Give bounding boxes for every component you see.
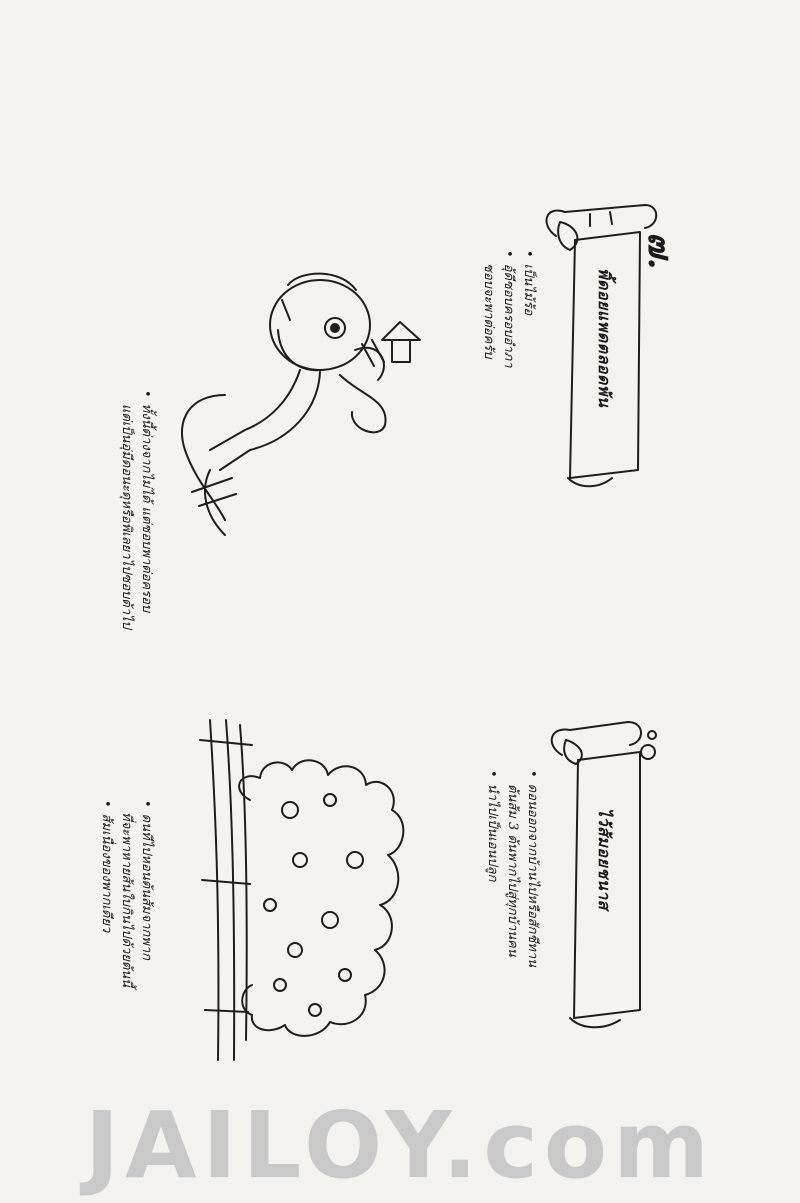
- bullet-dot: •: [99, 800, 114, 808]
- bullet-dot: •: [525, 770, 540, 778]
- bullet-dot: •: [521, 250, 536, 258]
- bullet-text: นำไปเป็นเอนปลูก: [485, 783, 500, 882]
- bullet-text: เป็นไม้ร้อ: [521, 263, 536, 316]
- section2-bullet-1: [522, 770, 542, 967]
- bush-note-line-3: [96, 800, 116, 932]
- section1-bullet-2: [498, 250, 518, 368]
- note-text: แต่เป็นอุ่มีดอนะดุหรือพิเลยาไปซอบต้าไป: [119, 404, 134, 629]
- bullet-text: ดอนออกจากบ้านไปหรือสักชีทาน: [525, 783, 540, 968]
- section-title-1: พิ้ดอยแพดตลอดพ้น: [595, 268, 614, 408]
- bullet-text: ชอบจะพาต่อครับ: [481, 263, 496, 359]
- section2-bullet-2: [502, 784, 522, 957]
- note-text: ดนทีไปหอนต้นส้มจากพาก: [139, 813, 154, 960]
- page-number: ๗.: [640, 232, 680, 270]
- bush-drawing: [200, 720, 403, 1060]
- bullet-dot: •: [139, 390, 154, 398]
- bullet-dot: •: [501, 250, 516, 258]
- note-text: ส้มเนื่องของพากเดียว: [99, 813, 114, 933]
- bush-note-line-1: [136, 800, 156, 960]
- bullet-text: อุ้ดีซอบครอบอำภา: [501, 263, 516, 368]
- section-title-2: ไว้ส้มอยชนาส: [595, 808, 614, 910]
- bush-note-line-2: [116, 812, 136, 987]
- plant-note-line-1: [136, 390, 156, 612]
- section2-bullet-3: [482, 770, 502, 881]
- section1-bullet-1: [518, 250, 538, 315]
- section1-bullet-3: [478, 263, 498, 359]
- bullet-dot: •: [485, 770, 500, 778]
- note-text: ทั้งนี้ต่างจากไม่ได้ แต่ชอบพาต่อครอบ: [139, 403, 154, 613]
- bullet-dot: •: [139, 800, 154, 808]
- plant-drawing: [182, 274, 386, 535]
- note-text: ที่จะพาหายส้นใบกินไปด้วยต้นนี้: [119, 812, 134, 988]
- arrow-icon: [382, 322, 420, 362]
- plant-note-line-2: [116, 404, 136, 629]
- bullet-text: ต้นส้ม 3 ต้นพากไปสู่ทุกบ้านคน: [505, 784, 520, 957]
- watermark: JAILOY.com: [85, 1092, 715, 1199]
